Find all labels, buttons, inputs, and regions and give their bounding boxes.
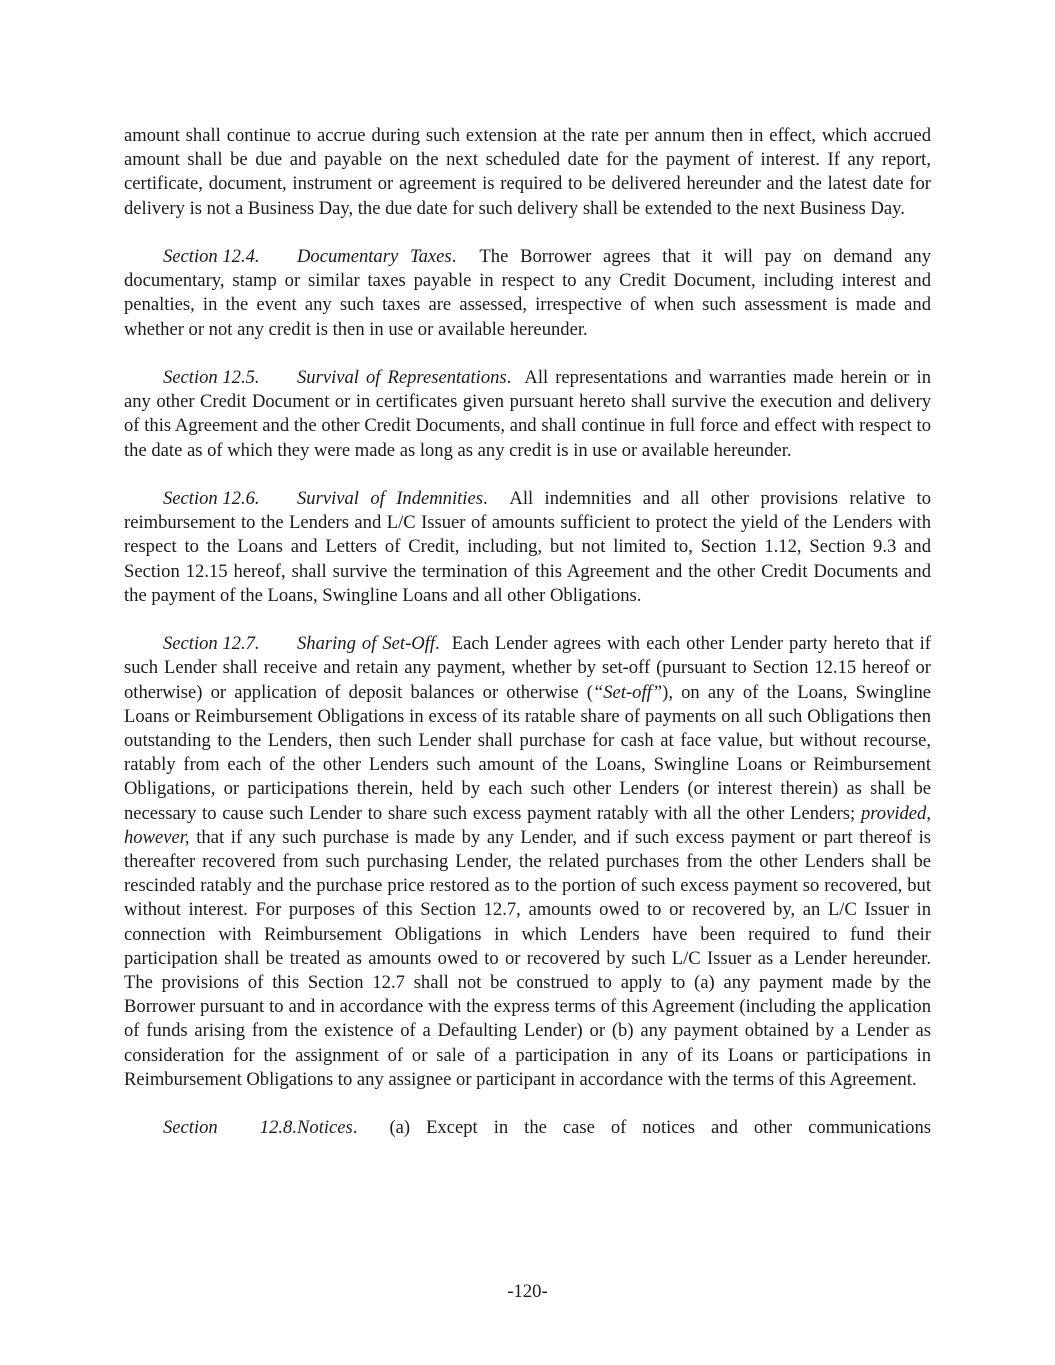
section-number: Section 12.7. (163, 633, 260, 655)
section-number: Section 12.8. (163, 1117, 297, 1139)
document-page (124, 124, 931, 1165)
page-number: -120- (507, 1281, 548, 1302)
section-body-part2: ), on any of the Loans, Swingline Loans or Reimbursement Obligations in excess of its ratable share of payments on all such Obligations then outstanding to the Lenders, then such Lender shall purchase for cash at face value, but without recourse, ratably from each of the other Lenders such amount of the Loans, Swingline Loans or Reimbursement Obligations, or participations therein, held by each such other Lenders (or interest therein) as shall be necessary to cause such Lender to share such excess payment ratably with all the other Lenders; (124, 681, 931, 824)
section-number: Section 12.6. (163, 488, 260, 509)
section-12-4: Section 12.4. Documentary Taxes. The Borrower agrees that it will pay on demand any documentary, stamp or similar taxes payable in respect to any Credit Document, including interest and penalties, in the event any such taxes are assessed, irrespective of when such assessment is made and whether or not any credit is then in use or available hereunder. (124, 246, 932, 340)
section-body-part3: that if any such purchase is made by any Lender, and if such excess payment or part thereof is thereafter recovered from such purchasing Lender, the related purchases from the other Lenders shall be rescinded ratably and the purchase price restored as to the portion of such excess payment so recovered, but without interest. For purposes of this Section 12.7, amounts owed to or recovered by, an L/C Issuer in connection with Reimbursement Obligations in which Lenders have been required to fund their participation shall be treated as amounts owed to or recovered by such L/C Issuer as a Lender hereunder. The provisions of this Section 12.7 shall not be construed to apply to (a) any payment made by the Borrower pursuant to and in accordance with the express terms of this Agreement (including the application of funds arising from the existence of a Defaulting Lender) or (b) any payment obtained by a Lender as consideration for the assignment of or sale of a participation in any of its Loans or participations in Reimbursement Obligations to any assignee or participant in accordance with the terms of this Agreement. (124, 826, 931, 1090)
section-title: Sharing of Set-Off (297, 633, 436, 655)
section-body: All indemnities and all other provisions relative to reimbursement to the Lenders and L/C Issuer of amounts sufficient to protect the yield of the Lenders with respect to the Loans and Letters of Credit, including, but not limited to, Section 1.12, Section 9.3 and Section 12.15 hereof, shall survive the termination of this Agreement and the other Credit Documents and the payment of the Loans, Swingline Loans and all other Obligations. (124, 488, 931, 606)
continuation-paragraph: amount shall continue to accrue during such extension at the rate per annum then in effect, which accrued amount shall be due and payable on the next scheduled date for the payment of interest. If any report, certificate, document, instrument or agreement is required to be delivered hereunder and the latest date for delivery is not a Business Day, the due date for such delivery shall be extended to the next Business Day. (124, 125, 931, 219)
section-12-6: Section 12.6. Survival of Indemnities. All indemnities and all other provisions relative to reimbursement to the Lenders and L/C Issuer of amounts sufficient to protect the yield of the Lenders with respect to the Loans and Letters of Credit, including, but not limited to, Section 1.12, Section 9.3 and Section 12.15 hereof, shall survive the termination of this Agreement and the other Credit Documents and the payment of the Loans, Swingline Loans and all other Obligations. (124, 488, 931, 606)
section-title: Survival of Representations (297, 367, 507, 388)
section-title: Notices (297, 1117, 353, 1139)
section-12-8: Section 12.8.Notices. (a) Except in the case of notices and other communications (124, 1116, 931, 1140)
section-12-5: Section 12.5. Survival of Representations. All representations and warranties made herein or in any other Credit Document or in certificates given pursuant hereto shall survive the execution and delivery of this Agreement and the other Credit Documents, and shall continue in full force and effect with respect to the date as of which they were made as long as any credit is in use or available hereunder. (124, 367, 932, 461)
section-number: Section 12.4. (163, 246, 260, 267)
section-body: The Borrower agrees that it will pay on demand any documentary, stamp or similar taxes payable in respect to any Credit Document, including interest and penalties, in the event any such taxes are assessed, irrespective of when such assessment is made and whether or not any credit is then in use or available hereunder. (124, 246, 932, 340)
section-12-7: Section 12.7. Sharing of Set-Off. Each Lender agrees with each other Lender party hereto that if such Lender shall receive and retain any payment, whether by set-off (pursuant to Section 12.15 hereof or otherwise) or application of deposit balances or otherwise (“Set-off”), on any of the Loans, Swingline Loans or Reimbursement Obligations in excess of its ratable share of payments on all such Obligations then outstanding to the Lenders, then such Lender shall purchase for cash at face value, but without recourse, ratably from each of the other Lenders such amount of the Loans, Swingline Loans or Reimbursement Obligations, or participations therein, held by each such other Lenders (or interest therein) as shall be necessary to cause such Lender to share such excess payment ratably with all the other Lenders; provided, however, that if any such purchase is made by any Lender, and if such excess payment or part thereof is thereafter recovered from such purchasing Lender, the related purchases from the other Lenders shall be rescinded ratably and the purchase price restored as to the portion of such excess payment so recovered, but without interest. For purposes of this Section 12.7, amounts owed to or recovered by, an L/C Issuer in connection with Reimbursement Obligations in which Lenders have been required to fund their participation shall be treated as amounts owed to or recovered by such L/C Issuer as a Lender hereunder. The provisions of this Section 12.7 shall not be construed to apply to (a) any payment made by the Borrower pursuant to and in accordance with the express terms of this Agreement (including the application of funds arising from the existence of a Defaulting Lender) or (b) any payment obtained by a Lender as consideration for the assignment of or sale of a participation in any of its Loans or participations in Reimbursement Obligations to any assignee or participant in accordance with the terms of this Agreement. (124, 633, 931, 1090)
section-title: Survival of Indemnities (297, 488, 483, 509)
section-body: (a) Except in the case of notices and other communications (389, 1117, 931, 1139)
defined-term: “Set-off” (592, 681, 663, 703)
section-number: Section 12.5. (163, 367, 260, 388)
section-body-part1: Each Lender agrees with each other Lender party hereto that if such Lender shall receive and retain any payment, whether by set-off (pursuant to Section 12.15 hereof or otherwise) or application of deposit balances or otherwise ( (124, 633, 931, 703)
proviso: provided, however, (124, 802, 931, 848)
section-body: All representations and warranties made herein or in any other Credit Document or in certificates given pursuant hereto shall survive the execution and delivery of this Agreement and the other Credit Documents, and shall continue in full force and effect with respect to the date as of which they were made as long as any credit is in use or available hereunder. (124, 367, 932, 461)
section-title: Documentary Taxes (297, 246, 452, 267)
